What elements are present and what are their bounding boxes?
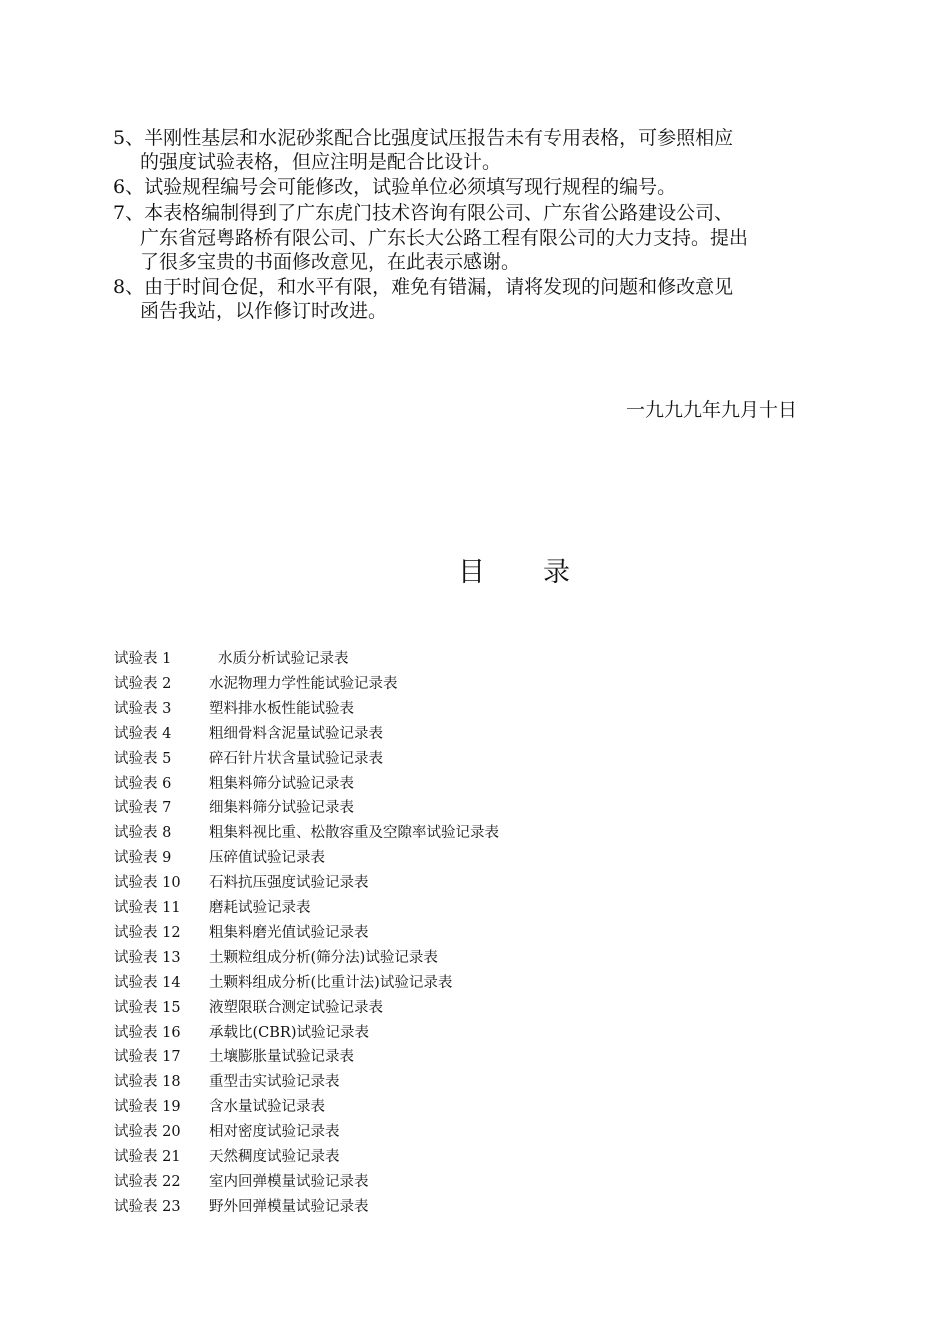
toc-table-number: 试验表 15 <box>114 999 181 1016</box>
toc-table-name: 磨耗试验记录表 <box>209 900 311 916</box>
note-8-line-2: 函告我站，以作修订时改进。 <box>140 300 388 322</box>
toc-table-name: 塑料排水板性能试验表 <box>209 700 354 717</box>
toc-table-name: 粗集料磨光值试验记录表 <box>209 924 369 941</box>
toc-table-number: 试验表 14 <box>114 974 181 991</box>
toc-table-number: 试验表 5 <box>114 750 172 767</box>
note-8-line-1: 8、由于时间仓促，和水平有限，难免有错漏，请将发现的问题和修改意见 <box>113 276 734 298</box>
toc-table-name: 细集料筛分试验记录表 <box>209 800 354 817</box>
toc-table-name: 水质分析试验记录表 <box>218 651 349 667</box>
toc-table-name: 重型击实试验记录表 <box>209 1074 340 1091</box>
toc-table-name: 土壤膨胀量试验记录表 <box>209 1049 354 1066</box>
toc-table-number: 试验表 22 <box>114 1173 181 1190</box>
toc-table-number: 试验表 2 <box>114 675 172 692</box>
toc-table-number: 试验表 8 <box>114 825 172 842</box>
toc-table-name: 土颗粒组成分析(筛分法)试验记录表 <box>209 949 438 966</box>
toc-table-number: 试验表 7 <box>114 800 172 817</box>
toc-table-name: 相对密度试验记录表 <box>209 1124 340 1141</box>
toc-table-number: 试验表 9 <box>114 850 172 867</box>
toc-table-number: 试验表 19 <box>114 1099 181 1116</box>
toc-table-name: 野外回弹模量试验记录表 <box>209 1198 369 1215</box>
toc-table-name: 碎石针片状含量试验记录表 <box>209 750 383 767</box>
document-date: 一九九九年九月十日 <box>626 399 798 421</box>
toc-table-name: 水泥物理力学性能试验记录表 <box>209 675 398 692</box>
toc-table-number: 试验表 13 <box>114 949 181 966</box>
toc-table-number: 试验表 1 <box>114 651 172 667</box>
toc-table-number: 试验表 18 <box>114 1074 181 1091</box>
toc-table-number: 试验表 17 <box>114 1049 181 1066</box>
toc-title-char-2: 录 <box>543 557 570 588</box>
note-5-line-2: 的强度试验表格，但应注明是配合比设计。 <box>140 151 502 173</box>
toc-table-number: 试验表 12 <box>114 924 181 941</box>
toc-table-number: 试验表 4 <box>114 725 172 742</box>
toc-table-name: 粗集料筛分试验记录表 <box>209 775 354 792</box>
toc-table-number: 试验表 20 <box>114 1124 181 1141</box>
note-7-line-1: 7、本表格编制得到了广东虎门技术咨询有限公司、广东省公路建设公司、 <box>113 202 734 224</box>
toc-table-name: 粗细骨料含泥量试验记录表 <box>209 725 383 742</box>
toc-table-name: 压碎值试验记录表 <box>209 850 325 867</box>
toc-table-name: 粗集料视比重、松散容重及空隙率试验记录表 <box>209 825 499 842</box>
toc-table-name: 室内回弹模量试验记录表 <box>209 1173 369 1190</box>
note-5-line-1: 5、半刚性基层和水泥砂浆配合比强度试压报告未有专用表格，可参照相应 <box>113 127 734 149</box>
toc-table-name: 土颗料组成分析(比重计法)试验记录表 <box>209 974 453 991</box>
toc-title-char-1: 目 <box>458 557 485 588</box>
toc-table-number: 试验表 6 <box>114 775 172 792</box>
toc-table-name: 承载比(CBR)试验记录表 <box>209 1024 369 1041</box>
toc-table-number: 试验表 10 <box>114 875 181 892</box>
toc-table-number: 试验表 23 <box>114 1198 181 1215</box>
toc-table-name: 含水量试验记录表 <box>209 1099 325 1116</box>
toc-table-name: 液塑限联合测定试验记录表 <box>209 999 383 1016</box>
toc-table-number: 试验表 11 <box>114 900 181 916</box>
toc-table-number: 试验表 21 <box>114 1149 181 1165</box>
toc-table-number: 试验表 16 <box>114 1024 181 1041</box>
note-7-line-2: 广东省冠粤路桥有限公司、广东长大公路工程有限公司的大力支持。提出 <box>140 227 749 249</box>
note-7-line-3: 了很多宝贵的书面修改意见，在此表示感谢。 <box>140 251 521 273</box>
toc-table-name: 石料抗压强度试验记录表 <box>209 875 369 892</box>
toc-table-number: 试验表 3 <box>114 700 172 717</box>
toc-table-name: 天然稠度试验记录表 <box>209 1149 340 1165</box>
note-6-line-1: 6、试验规程编号会可能修改，试验单位必须填写现行规程的编号。 <box>113 176 677 198</box>
